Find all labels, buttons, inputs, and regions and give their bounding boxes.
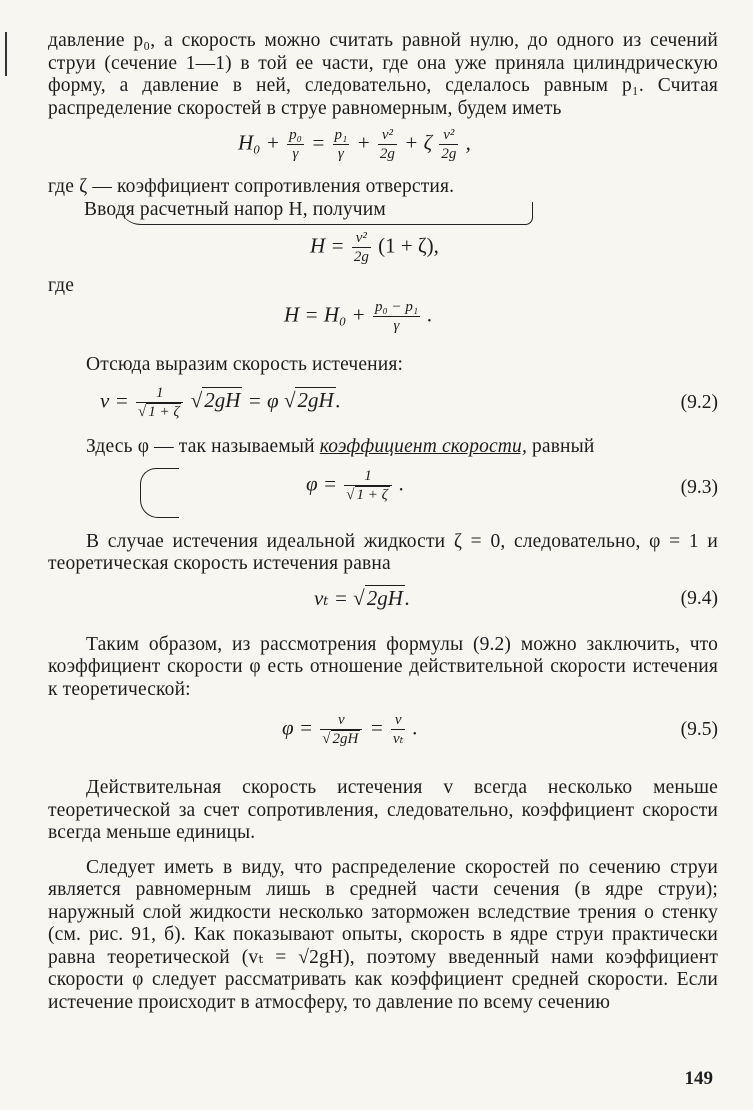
eq1-f4-den: 2g — [441, 146, 457, 162]
equation-9-4: vₜ = √2gH. (9.4) — [314, 585, 718, 610]
eq7-lhs: φ = — [282, 715, 314, 740]
eq3-den: γ — [393, 317, 400, 334]
eq4-lhs: v = — [100, 388, 129, 413]
eq-number-9-4: (9.4) — [680, 587, 718, 609]
eq4-root2: 2gH — [297, 388, 334, 413]
eq1-lhs: H₀ + — [238, 130, 280, 155]
equation-9-5: φ = $\frac{v}{√ 2gH}$ = $\frac{v}{\text{vₜ}}$ . (9.5) — [282, 712, 718, 747]
eq-number-9-2: (9.2) — [680, 392, 718, 413]
page-body — [48, 30, 718, 1014]
paragraph-thus: Таким образом, из рассмотрения формулы (9.2) можно заключить, что коэффициент скорости φ есть отношение действительной скорости истечения к теоретической: — [48, 633, 718, 700]
eq5-den: 1 + ζ — [356, 486, 388, 503]
eq4-num: 1 — [136, 384, 183, 403]
where-zeta: где ζ — коэффициент сопротивления отверстия. — [48, 176, 455, 197]
here-pre: Здесь — [86, 436, 133, 457]
here-phi: φ — так называемый — [137, 436, 315, 457]
eq2-num: v² — [352, 229, 371, 248]
paragraph-1: давление p₀, а скорость можно считать равной нулю, до одного из сечений струи (сечение 1—1) в той ее части, где она уже приняла цилиндрическую форму, а давление в ней, следовательно, сделалось равным p₁. Считая распределение скоростей в струе равномерным, будем иметь — [48, 30, 718, 119]
eq7-end: . — [412, 715, 418, 740]
equation-9-3: φ = $\frac{1}{√ 1 + \zeta}$ . (9.3) — [306, 467, 718, 503]
here-term: коэффициент скорости, — [319, 436, 527, 457]
eq2-lhs: H = — [310, 233, 345, 258]
eq6-root: 2gH — [366, 585, 403, 610]
eq3-lhs: H = H₀ + — [284, 301, 366, 326]
pencil-bracket-phi — [140, 468, 179, 518]
eq7-f1-num: v — [320, 711, 362, 730]
eq4-mid: = φ — [247, 388, 279, 413]
eq1-plus: + — [356, 130, 371, 155]
eq4-den: 1 + ζ — [148, 404, 180, 420]
eq4-root-sign: √ — [138, 404, 147, 420]
eq5-num: 1 — [344, 467, 391, 486]
eq6-lhs: vₜ = — [314, 585, 348, 610]
pencil-bracket-zeta — [118, 202, 533, 225]
equation-9-2: v = $\frac{1}{√ 1 + \zeta}$ √2gH = φ √2gH. (9.2) — [100, 385, 718, 420]
eq7-f1-den: 2gH — [332, 731, 359, 747]
intro-head: Вводя расчетный напор H, получим — [84, 198, 386, 220]
eq-number-9-5: (9.5) — [680, 719, 718, 740]
paragraph-last: Следует иметь в виду, что распределение скоростей по сечению струи является равномерным лишь в средней части сечения (в ядре струи); наружный слой жидкости несколько заторможен вследствие трения о стенку (см. рис. 91, б). Как показывают опыты, скорость в ядре струи практически равна теоретической (vₜ = √2gH), поэтому введенный нами коэффициент скорости φ следует рассматривать как коэффициент средней скорости. Если истечение происходит в атмосферу, то давление по всему сечению — [48, 856, 718, 1013]
where-label: где — [48, 275, 75, 296]
eq4-end: . — [335, 388, 341, 413]
eq7-equals: = — [369, 715, 384, 740]
eq3-num: p₀ − p₁ — [374, 298, 419, 315]
eq1-f3-num: v² — [378, 126, 397, 145]
eq1-end: , — [465, 130, 471, 155]
eq3-end: . — [427, 301, 433, 326]
page-number: 149 — [684, 1068, 713, 1089]
eq1-zeta: + ζ — [404, 130, 433, 155]
eq1-f1-den: γ — [292, 146, 299, 162]
eq4-root1: 2gH — [204, 388, 241, 413]
eq7-f2-den: vₜ — [393, 731, 404, 747]
eq6-end: . — [404, 585, 411, 610]
eq1-f2-den: γ — [337, 146, 344, 162]
eq2-rest: (1 + ζ), — [378, 233, 439, 258]
eq1-equals: = — [311, 130, 326, 155]
equation-pressure-head — [284, 298, 718, 344]
eq-number-9-3: (9.3) — [680, 476, 718, 498]
paragraph-actual: Действительная скорость истечения v всегда несколько меньше теоретической за счет сопротивления, следовательно, коэффициент скорости всегда меньше единицы. — [48, 777, 718, 843]
here-post: равный — [532, 436, 595, 457]
paragraph-ideal: В случае истечения идеальной жидкости ζ = 0, следовательно, φ = 1 и теоретическая скорость истечения равна — [48, 530, 718, 574]
equation-bernoulli — [238, 126, 718, 174]
eq5-lhs: φ = — [306, 470, 338, 495]
margin-rule — [5, 32, 7, 76]
eq2-den: 2g — [353, 249, 369, 265]
equation-head — [310, 229, 718, 275]
eq1-f2-num: p₁ — [334, 127, 348, 143]
eq7-f2-num: v — [391, 711, 405, 730]
eq5-end: . — [398, 470, 405, 495]
here-line — [48, 436, 718, 459]
eq1-f1-num: p₀ — [289, 127, 302, 143]
eq1-f3-den: 2g — [379, 146, 395, 162]
express-velocity: Отсюда выразим скорость истечения: — [86, 353, 404, 375]
eq1-f4-num: v² — [439, 126, 458, 145]
